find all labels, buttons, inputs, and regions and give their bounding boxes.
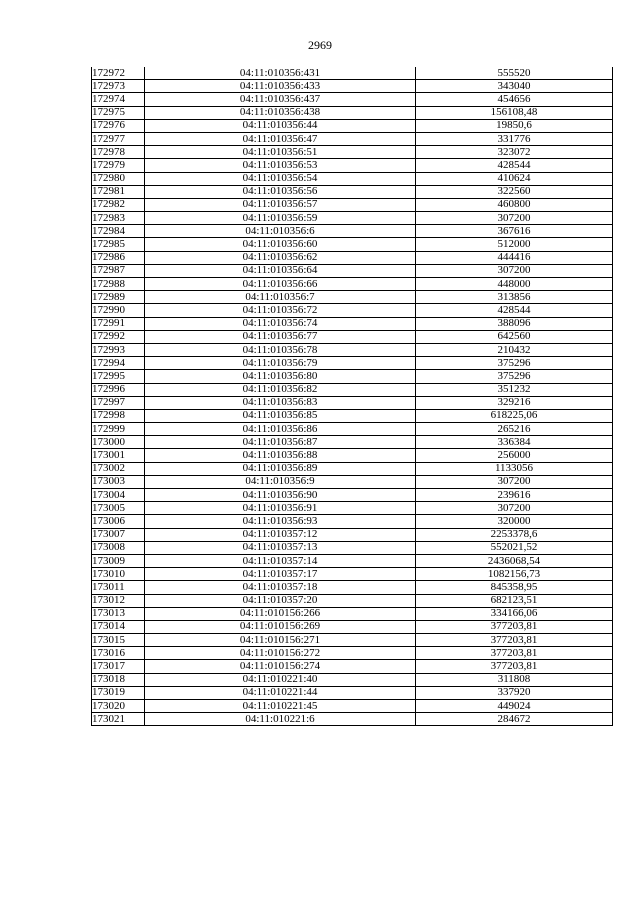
value-cell: 1082156,73 bbox=[416, 568, 613, 581]
table-row bbox=[92, 409, 613, 422]
row-number-cell: 172973 bbox=[92, 80, 145, 93]
cadastral-number-cell: 04:11:010156:271 bbox=[145, 634, 416, 647]
value-cell: 331776 bbox=[416, 132, 613, 145]
value-cell: 377203,81 bbox=[416, 647, 613, 660]
row-number-cell: 172995 bbox=[92, 370, 145, 383]
row-number-cell: 172982 bbox=[92, 198, 145, 211]
records-table bbox=[91, 67, 613, 726]
cadastral-number-cell: 04:11:010356:66 bbox=[145, 278, 416, 291]
row-number-cell: 173013 bbox=[92, 607, 145, 620]
row-number-cell: 172976 bbox=[92, 119, 145, 132]
row-number-cell: 173016 bbox=[92, 647, 145, 660]
value-cell: 322560 bbox=[416, 185, 613, 198]
row-number-cell: 173014 bbox=[92, 620, 145, 633]
cadastral-number-cell: 04:11:010156:272 bbox=[145, 647, 416, 660]
cadastral-number-cell: 04:11:010356:57 bbox=[145, 198, 416, 211]
row-number-cell: 172998 bbox=[92, 409, 145, 422]
table-row bbox=[92, 594, 613, 607]
table-row bbox=[92, 343, 613, 356]
table-row bbox=[92, 185, 613, 198]
value-cell: 642560 bbox=[416, 330, 613, 343]
cadastral-number-cell: 04:11:010356:87 bbox=[145, 436, 416, 449]
cadastral-number-cell: 04:11:010356:54 bbox=[145, 172, 416, 185]
cadastral-number-cell: 04:11:010356:433 bbox=[145, 80, 416, 93]
row-number-cell: 172994 bbox=[92, 357, 145, 370]
value-cell: 512000 bbox=[416, 238, 613, 251]
value-cell: 311808 bbox=[416, 673, 613, 686]
row-number-cell: 173003 bbox=[92, 475, 145, 488]
value-cell: 256000 bbox=[416, 449, 613, 462]
table-row bbox=[92, 225, 613, 238]
table-row bbox=[92, 554, 613, 567]
row-number-cell: 172984 bbox=[92, 225, 145, 238]
row-number-cell: 173002 bbox=[92, 462, 145, 475]
table-row bbox=[92, 634, 613, 647]
row-number-cell: 173015 bbox=[92, 634, 145, 647]
cadastral-number-cell: 04:11:010221:40 bbox=[145, 673, 416, 686]
row-number-cell: 172972 bbox=[92, 67, 145, 80]
value-cell: 444416 bbox=[416, 251, 613, 264]
row-number-cell: 173005 bbox=[92, 502, 145, 515]
table-row bbox=[92, 568, 613, 581]
value-cell: 351232 bbox=[416, 383, 613, 396]
row-number-cell: 172979 bbox=[92, 159, 145, 172]
cadastral-number-cell: 04:11:010356:91 bbox=[145, 502, 416, 515]
table-row bbox=[92, 93, 613, 106]
table-row bbox=[92, 146, 613, 159]
table-row bbox=[92, 278, 613, 291]
value-cell: 460800 bbox=[416, 198, 613, 211]
table-row bbox=[92, 660, 613, 673]
value-cell: 454656 bbox=[416, 93, 613, 106]
value-cell: 336384 bbox=[416, 436, 613, 449]
table-row bbox=[92, 449, 613, 462]
cadastral-number-cell: 04:11:010357:20 bbox=[145, 594, 416, 607]
row-number-cell: 173012 bbox=[92, 594, 145, 607]
row-number-cell: 172980 bbox=[92, 172, 145, 185]
cadastral-number-cell: 04:11:010356:93 bbox=[145, 515, 416, 528]
row-number-cell: 173008 bbox=[92, 541, 145, 554]
table-row bbox=[92, 515, 613, 528]
cadastral-number-cell: 04:11:010357:14 bbox=[145, 554, 416, 567]
value-cell: 307200 bbox=[416, 264, 613, 277]
cadastral-number-cell: 04:11:010221:45 bbox=[145, 700, 416, 713]
cadastral-number-cell: 04:11:010356:47 bbox=[145, 132, 416, 145]
cadastral-number-cell: 04:11:010356:431 bbox=[145, 67, 416, 80]
value-cell: 265216 bbox=[416, 423, 613, 436]
cadastral-number-cell: 04:11:010356:83 bbox=[145, 396, 416, 409]
row-number-cell: 172990 bbox=[92, 304, 145, 317]
row-number-cell: 172991 bbox=[92, 317, 145, 330]
row-number-cell: 172977 bbox=[92, 132, 145, 145]
table-row bbox=[92, 423, 613, 436]
value-cell: 1133056 bbox=[416, 462, 613, 475]
cadastral-number-cell: 04:11:010356:53 bbox=[145, 159, 416, 172]
table-row bbox=[92, 647, 613, 660]
page-number: 2969 bbox=[308, 38, 332, 52]
value-cell: 320000 bbox=[416, 515, 613, 528]
value-cell: 388096 bbox=[416, 317, 613, 330]
row-number-cell: 172975 bbox=[92, 106, 145, 119]
table-row bbox=[92, 132, 613, 145]
value-cell: 329216 bbox=[416, 396, 613, 409]
table-row bbox=[92, 462, 613, 475]
value-cell: 375296 bbox=[416, 357, 613, 370]
table-row bbox=[92, 291, 613, 304]
cadastral-number-cell: 04:11:010357:12 bbox=[145, 528, 416, 541]
value-cell: 845358,95 bbox=[416, 581, 613, 594]
row-number-cell: 173006 bbox=[92, 515, 145, 528]
table-row bbox=[92, 212, 613, 225]
table-row bbox=[92, 198, 613, 211]
table-row bbox=[92, 673, 613, 686]
cadastral-number-cell: 04:11:010356:60 bbox=[145, 238, 416, 251]
row-number-cell: 173017 bbox=[92, 660, 145, 673]
row-number-cell: 172983 bbox=[92, 212, 145, 225]
value-cell: 552021,52 bbox=[416, 541, 613, 554]
table-row bbox=[92, 541, 613, 554]
table-row bbox=[92, 713, 613, 726]
value-cell: 210432 bbox=[416, 343, 613, 356]
cadastral-number-cell: 04:11:010356:64 bbox=[145, 264, 416, 277]
row-number-cell: 172989 bbox=[92, 291, 145, 304]
cadastral-number-cell: 04:11:010156:266 bbox=[145, 607, 416, 620]
table-row bbox=[92, 686, 613, 699]
row-number-cell: 172999 bbox=[92, 423, 145, 436]
cadastral-number-cell: 04:11:010356:44 bbox=[145, 119, 416, 132]
value-cell: 428544 bbox=[416, 304, 613, 317]
cadastral-number-cell: 04:11:010356:56 bbox=[145, 185, 416, 198]
row-number-cell: 172996 bbox=[92, 383, 145, 396]
table-row bbox=[92, 436, 613, 449]
cadastral-number-cell: 04:11:010356:62 bbox=[145, 251, 416, 264]
row-number-cell: 173001 bbox=[92, 449, 145, 462]
table-row bbox=[92, 317, 613, 330]
row-number-cell: 173004 bbox=[92, 489, 145, 502]
cadastral-number-cell: 04:11:010356:89 bbox=[145, 462, 416, 475]
value-cell: 377203,81 bbox=[416, 660, 613, 673]
value-cell: 284672 bbox=[416, 713, 613, 726]
value-cell: 2253378,6 bbox=[416, 528, 613, 541]
value-cell: 19850,6 bbox=[416, 119, 613, 132]
table-row bbox=[92, 396, 613, 409]
row-number-cell: 173021 bbox=[92, 713, 145, 726]
row-number-cell: 172992 bbox=[92, 330, 145, 343]
row-number-cell: 172981 bbox=[92, 185, 145, 198]
value-cell: 367616 bbox=[416, 225, 613, 238]
table-row bbox=[92, 383, 613, 396]
table-row bbox=[92, 304, 613, 317]
table-row bbox=[92, 528, 613, 541]
table-row bbox=[92, 106, 613, 119]
value-cell: 323072 bbox=[416, 146, 613, 159]
table-row bbox=[92, 172, 613, 185]
cadastral-number-cell: 04:11:010357:17 bbox=[145, 568, 416, 581]
cadastral-number-cell: 04:11:010356:74 bbox=[145, 317, 416, 330]
row-number-cell: 173010 bbox=[92, 568, 145, 581]
cadastral-number-cell: 04:11:010356:80 bbox=[145, 370, 416, 383]
table-row bbox=[92, 581, 613, 594]
row-number-cell: 173011 bbox=[92, 581, 145, 594]
cadastral-number-cell: 04:11:010356:437 bbox=[145, 93, 416, 106]
cadastral-number-cell: 04:11:010356:82 bbox=[145, 383, 416, 396]
cadastral-number-cell: 04:11:010356:90 bbox=[145, 489, 416, 502]
value-cell: 377203,81 bbox=[416, 634, 613, 647]
row-number-cell: 173007 bbox=[92, 528, 145, 541]
row-number-cell: 172988 bbox=[92, 278, 145, 291]
cadastral-number-cell: 04:11:010356:7 bbox=[145, 291, 416, 304]
cadastral-number-cell: 04:11:010356:79 bbox=[145, 357, 416, 370]
cadastral-number-cell: 04:11:010356:72 bbox=[145, 304, 416, 317]
table-row bbox=[92, 238, 613, 251]
cadastral-number-cell: 04:11:010356:9 bbox=[145, 475, 416, 488]
row-number-cell: 172986 bbox=[92, 251, 145, 264]
records-table-body bbox=[92, 67, 613, 726]
value-cell: 337920 bbox=[416, 686, 613, 699]
value-cell: 307200 bbox=[416, 502, 613, 515]
value-cell: 2436068,54 bbox=[416, 554, 613, 567]
cadastral-number-cell: 04:11:010356:88 bbox=[145, 449, 416, 462]
table-row bbox=[92, 357, 613, 370]
value-cell: 618225,06 bbox=[416, 409, 613, 422]
table-row bbox=[92, 251, 613, 264]
cadastral-number-cell: 04:11:010356:6 bbox=[145, 225, 416, 238]
value-cell: 307200 bbox=[416, 212, 613, 225]
cadastral-number-cell: 04:11:010221:44 bbox=[145, 686, 416, 699]
table-row bbox=[92, 67, 613, 80]
cadastral-number-cell: 04:11:010156:269 bbox=[145, 620, 416, 633]
row-number-cell: 172987 bbox=[92, 264, 145, 277]
value-cell: 377203,81 bbox=[416, 620, 613, 633]
table-row bbox=[92, 370, 613, 383]
value-cell: 307200 bbox=[416, 475, 613, 488]
value-cell: 428544 bbox=[416, 159, 613, 172]
table-row bbox=[92, 489, 613, 502]
row-number-cell: 172974 bbox=[92, 93, 145, 106]
value-cell: 682123,51 bbox=[416, 594, 613, 607]
cadastral-number-cell: 04:11:010356:86 bbox=[145, 423, 416, 436]
value-cell: 410624 bbox=[416, 172, 613, 185]
cadastral-number-cell: 04:11:010357:13 bbox=[145, 541, 416, 554]
value-cell: 334166,06 bbox=[416, 607, 613, 620]
table-row bbox=[92, 607, 613, 620]
cadastral-number-cell: 04:11:010357:18 bbox=[145, 581, 416, 594]
row-number-cell: 172997 bbox=[92, 396, 145, 409]
row-number-cell: 173000 bbox=[92, 436, 145, 449]
table-row bbox=[92, 80, 613, 93]
table-row bbox=[92, 620, 613, 633]
table-row bbox=[92, 700, 613, 713]
table-row bbox=[92, 475, 613, 488]
row-number-cell: 173018 bbox=[92, 673, 145, 686]
cadastral-number-cell: 04:11:010221:6 bbox=[145, 713, 416, 726]
cadastral-number-cell: 04:11:010356:85 bbox=[145, 409, 416, 422]
cadastral-number-cell: 04:11:010356:77 bbox=[145, 330, 416, 343]
row-number-cell: 173019 bbox=[92, 686, 145, 699]
row-number-cell: 172993 bbox=[92, 343, 145, 356]
table-row bbox=[92, 330, 613, 343]
table-row bbox=[92, 159, 613, 172]
value-cell: 448000 bbox=[416, 278, 613, 291]
value-cell: 449024 bbox=[416, 700, 613, 713]
row-number-cell: 172985 bbox=[92, 238, 145, 251]
cadastral-number-cell: 04:11:010356:78 bbox=[145, 343, 416, 356]
row-number-cell: 173009 bbox=[92, 554, 145, 567]
cadastral-number-cell: 04:11:010156:274 bbox=[145, 660, 416, 673]
cadastral-number-cell: 04:11:010356:438 bbox=[145, 106, 416, 119]
value-cell: 156108,48 bbox=[416, 106, 613, 119]
value-cell: 375296 bbox=[416, 370, 613, 383]
table-row bbox=[92, 502, 613, 515]
row-number-cell: 173020 bbox=[92, 700, 145, 713]
value-cell: 555520 bbox=[416, 67, 613, 80]
row-number-cell: 172978 bbox=[92, 146, 145, 159]
cadastral-number-cell: 04:11:010356:59 bbox=[145, 212, 416, 225]
value-cell: 239616 bbox=[416, 489, 613, 502]
cadastral-number-cell: 04:11:010356:51 bbox=[145, 146, 416, 159]
table-row bbox=[92, 264, 613, 277]
value-cell: 343040 bbox=[416, 80, 613, 93]
table-row bbox=[92, 119, 613, 132]
value-cell: 313856 bbox=[416, 291, 613, 304]
